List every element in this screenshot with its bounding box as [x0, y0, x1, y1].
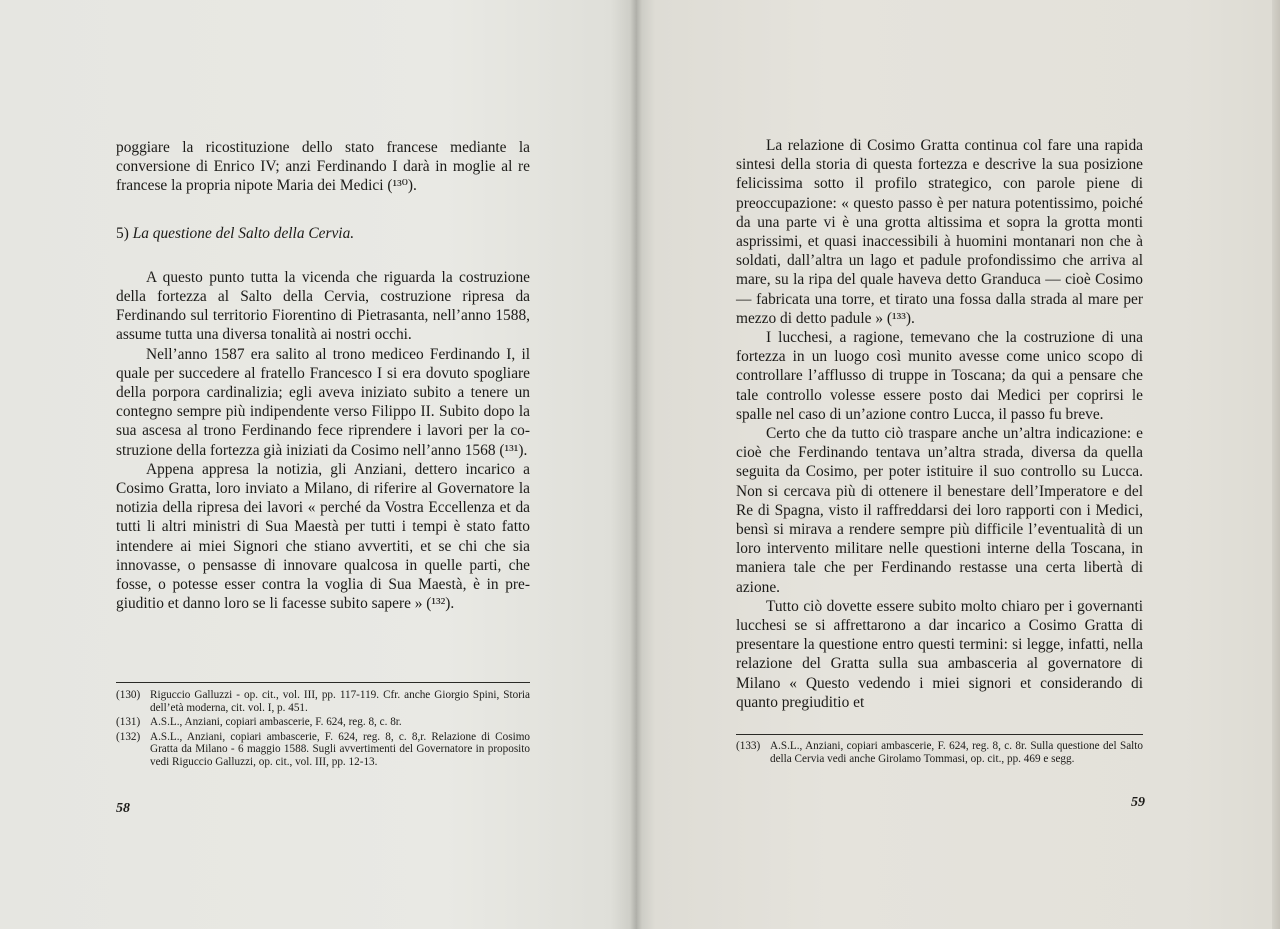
section-number: 5)	[116, 224, 129, 242]
section-heading	[116, 224, 530, 243]
footnote	[116, 731, 530, 769]
left-page-body	[116, 138, 530, 613]
footnote-number: (131)	[116, 716, 141, 729]
section-title: La questione del Salto della Cervia.	[132, 224, 355, 242]
footnote-number: (130)	[116, 689, 141, 701]
paragraph: I lucchesi, a ragione, temevano che la costruzione di una fortezza in un luogo così munito avesse come unico scopo di controllare l’afflusso di truppe in Toscana; da qui a pensare che tale controllo volesse essere posto dai Medici per coprirsi le spalle nel caso di un’azione contro Lucca, il passo fu breve.	[736, 329, 1143, 423]
footnote	[736, 740, 1143, 765]
left-page	[0, 0, 636, 929]
paragraph: La relazione di Cosimo Gratta continua col fare una rapida sintesi della storia di questa fortezza e descrive la sua posizione felicissima sotto il profilo strategico, con parole piene di preoccupazione: « questo passo è per natura potentissimo, poiché da una parte vi è una grotta altissima et sopra la grotta monti asprissimi, et quasi inaccessibili à huomini montanari non che à soldati, dall’altra un lago et padule profondissimo che arriva al mare, su la ripa del quale haveva detto Granduca — cioè Cosimo — fabricata una torre, et tirato una fossa dalla strada al mare per mezzo di detto padule » (¹³³).	[736, 137, 1143, 327]
footnote	[116, 689, 530, 714]
footnote-number: (133)	[736, 740, 761, 752]
right-page-body	[736, 136, 1143, 712]
page-number: 58	[116, 801, 130, 816]
paragraph: Nell’anno 1587 era salito al trono mediceo Ferdinando I, il quale per succedere al fratello Francesco I si era dovuto spogliare della porpora cardinalizia; egli aveva iniziato subito a tenere un contegno sempre più indipendente verso Filippo II. Subito dopo la sua ascesa al trono Ferdinando fece riprendere i lavori per la costruzione della fortezza già iniziati da Cosimo nell’anno 1568 (¹³¹).	[116, 345, 530, 459]
footnote-text: Riguccio Galluzzi - op. cit., vol. III, pp. 117-119. Cfr. anche Giorgio Spini, Storia dell’età moderna, cit. vol. I, p. 451.	[150, 689, 530, 714]
page-edge	[1272, 0, 1280, 929]
footnote-text: A.S.L., Anziani, copiari ambascerie, F. 624, reg. 8, c. 8r. Sulla questione del Salto della Cervia vedi anche Girolamo Tommasi, op. cit., pp. 469 e segg.	[770, 740, 1143, 765]
footnote-number: (132)	[116, 730, 141, 743]
footnote-text: A.S.L., Anziani, copiari ambascerie, F. 624, reg. 8, c. 8,r. Relazione di Cosimo Gratta da Milano - 6 maggio 1588. Sugli avvertimenti del Governatore in proposito vedi Riguccio Galluzzi, op. cit., vol. III, pp. 12-13.	[150, 730, 530, 768]
left-footnotes	[116, 682, 530, 771]
paragraph: Tutto ciò dovette essere subito molto chiaro per i governanti lucchesi se si affrettarono a dar incarico a Cosimo Gratta di presentare la questione entro questi termini: si legge, infatti, nella relazione del Gratta sulla sua ambasceria al governatore di Milano « Questo vedendo i miei signori et considerando di quanto pregiuditio et	[736, 597, 1143, 711]
right-footnotes	[736, 734, 1143, 767]
book-gutter	[630, 0, 642, 929]
paragraph: A questo punto tutta la vicenda che riguarda la costruzione della fortezza al Salto della Cervia, costruzione ripresa da Ferdinando sul territorio Fiorentino di Pietrasanta, nell’anno 1588, assume tutta una diversa tonalità ai nostri occhi.	[116, 268, 530, 344]
page-number: 59	[1131, 795, 1145, 810]
opening-paragraph: poggiare la ricostituzione dello stato francese mediante la conversione di Enrico IV; anzi Ferdinando I darà in moglie al re francese la propria nipote Maria dei Medici (¹³⁰).	[116, 139, 530, 195]
paragraph: Certo che da tutto ciò traspare anche un’altra indicazione: e cioè che Ferdinando tentava un’altra strada, diversa da quella seguita da Cosimo, per poter istituire il suo controllo su Lucca. Non si cercava più di ottenere il benestare dell’Imperatore e del Re di Spagna, visto il raffreddarsi dei loro rapporti con i Medici, bensì si mirava a rendere sempre più difficile l’eventualità di un loro intervento militare nelle questioni interne della Toscana, in maniera tale che per Ferdinando restasse una certa libertà di azione.	[736, 425, 1143, 596]
footnote-text: A.S.L., Anziani, copiari ambascerie, F. 624, reg. 8, c. 8r.	[150, 716, 402, 729]
paragraph: Appena appresa la notizia, gli Anziani, dettero incarico a Cosimo Gratta, loro inviato a Milano, di riferire al Governatore la notizia della ripresa dei lavori « perché da Vostra Eccellenza et da tutti li altri ministri di Sua Maestà per tutti i tempi è stato fatto intendere ai miei Signori che stiano avvertiti, et se chi che sia innovasse, o pensasse di innovare qualcosa in quelle parti, che fosse, o potesse esser contra la voglia di Sua Maestà, è in pregiuditio et danno loro se li facesse subito sapere » (¹³²).	[116, 460, 530, 613]
footnote	[116, 716, 530, 729]
